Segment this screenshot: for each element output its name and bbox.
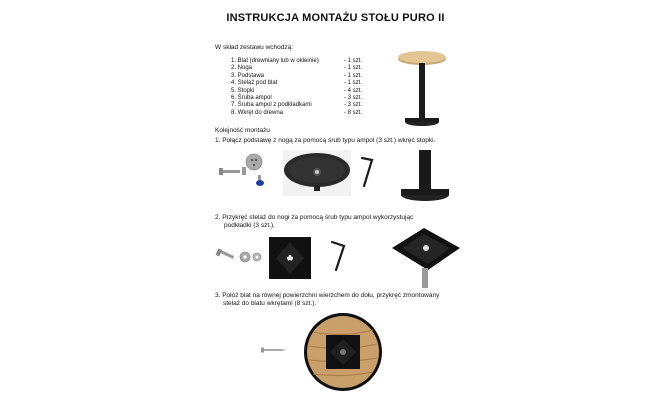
list-item: 7. Śruba ampol z podkładkami - 3 szt. xyxy=(231,102,363,109)
step-1-text: 1. Połącz podstawę z nogą za pomocą śrub typu ampol (3 szt.) wkręć stopki. xyxy=(215,137,436,144)
step-3-line-2: stelaż do blatu wkrętami (8 szt.). xyxy=(223,300,317,307)
list-item: 4. Stelaż pod blat - 1 szt. xyxy=(231,80,363,87)
list-item: 8. Wkręt do drewna - 8 szt. xyxy=(231,109,363,116)
list-item: 1. Blat (drewniany lub w okleinie) - 1 szt. xyxy=(231,58,363,64)
step-2-text: 2. Przykręć stelaż do nogi za pomocą śrub typu ampol wykorzystując xyxy=(215,214,414,221)
assembled-base-image xyxy=(400,150,450,204)
bolt-washer-image xyxy=(215,245,267,267)
allen-key-image xyxy=(330,240,354,274)
list-item: 5. Stopki - 4 szt. xyxy=(231,87,363,94)
base-underside-image xyxy=(283,150,351,196)
step-3-text xyxy=(215,292,475,308)
list-item: 3. Podstawa - 1 szt. xyxy=(231,72,363,79)
assembly-order-heading: Kolejność montażu xyxy=(215,127,270,134)
wood-screw-image xyxy=(260,346,286,354)
step-3-line-1: 3. Połóż blat na równej powierzchni wierzchem do dołu, przykręć zmontowany xyxy=(215,292,440,299)
parts-intro: W skład zestawu wchodzą: xyxy=(215,44,294,51)
top-frame-plate-image xyxy=(268,236,312,280)
document-title: INSTRUKCJA MONTAŻU STOŁU PURO II xyxy=(226,12,445,24)
parts-list xyxy=(231,58,362,117)
allen-key-image xyxy=(360,156,384,190)
assembled-table-image xyxy=(396,50,448,130)
list-item: 6. Śruba ampol - 3 szt. xyxy=(231,95,363,102)
list-item: 2. Noga - 1 szt. xyxy=(231,65,363,72)
tabletop-with-frame-image xyxy=(303,312,383,392)
bolts-and-foot-image xyxy=(214,153,276,193)
frame-on-leg-image xyxy=(388,226,464,288)
step-2-text-cont: podkładki (3 szt.). xyxy=(224,222,275,229)
